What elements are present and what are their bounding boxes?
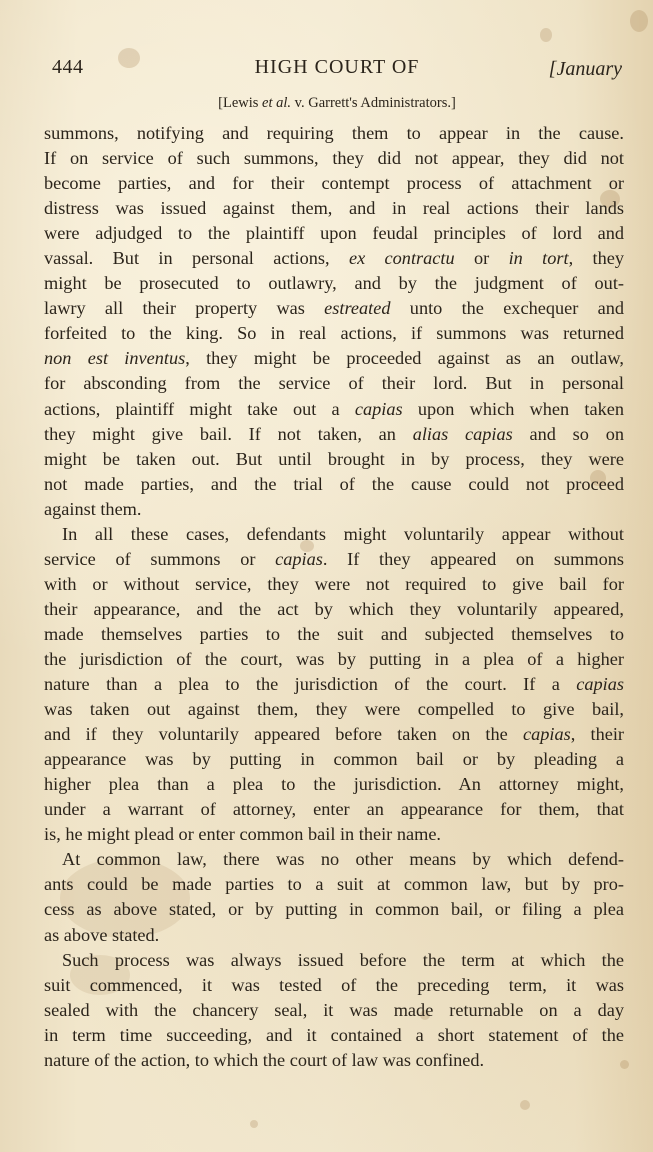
text-line: vassal. But in personal actions, ex contractu or in tort, they	[44, 248, 624, 269]
text-line: with or without service, they were not required to give bail for	[44, 573, 624, 594]
text-line: summons, notifying and requiring them to appear in the cause.	[44, 123, 624, 143]
text-line: were adjudged to the plaintiff upon feudal principles of lord and	[44, 223, 624, 244]
text-line: in term time succeeding, and it contained a short statement of the	[44, 1024, 624, 1045]
paragraph	[44, 948, 624, 1073]
text-line: they might give bail. If not taken, an alias capias and so on	[44, 423, 624, 444]
body-text	[44, 121, 624, 1073]
text-line: forfeited to the king. So in real actions, if summons was returned	[44, 323, 624, 344]
text-line: and if they voluntarily appeared before taken on the capias, their	[44, 724, 624, 745]
text-line: cess as above stated, or by putting in common bail, or filing a plea	[44, 899, 624, 920]
text-line: as above stated.	[44, 924, 160, 945]
foxing-spot	[540, 28, 552, 42]
paragraph	[44, 522, 624, 848]
text-line: lawry all their property was estreated unto the exchequer and	[44, 298, 624, 319]
page-header	[52, 52, 622, 86]
text-line: ants could be made parties to a suit at common law, but by pro-	[44, 874, 624, 895]
text-line: At common law, there was no other means by which defend-	[62, 849, 624, 870]
text-line: the jurisdiction of the court, was by putting in a plea of a higher	[44, 648, 624, 669]
text-line: nature than a plea to the jurisdiction of the court. If a capias	[44, 674, 624, 695]
text-line: In all these cases, defendants might voluntarily appear without	[62, 523, 624, 544]
foxing-spot	[250, 1120, 258, 1128]
text-line: distress was issued against them, and in real actions their lands	[44, 198, 624, 219]
text-line: become parties, and for their contempt process of attachment or	[44, 173, 624, 194]
text-line: actions, plaintiff might take out a capias upon which when taken	[44, 398, 624, 419]
case-caption: [Lewis et al. v. Garrett's Administrators.]	[218, 95, 456, 111]
paragraph	[44, 847, 624, 947]
text-line: appearance was by putting in common bail or by pleading a	[44, 749, 624, 770]
text-line: service of summons or capias. If they appeared on summons	[44, 548, 624, 569]
text-line: might be taken out. But until brought in by process, they were	[44, 448, 624, 469]
foxing-spot	[630, 10, 648, 32]
text-line: for absconding from the service of their lord. But in personal	[44, 373, 624, 394]
text-line: If on service of such summons, they did not appear, they did not	[44, 148, 624, 169]
text-line: non est inventus, they might be proceeded against as an outlaw,	[44, 348, 624, 369]
term-label: [January	[548, 58, 622, 80]
text-line: is, he might plead or enter common bail in their name.	[44, 824, 442, 845]
text-line: made themselves parties to the suit and subjected themselves to	[44, 623, 624, 644]
text-line: higher plea than a plea to the jurisdiction. An attorney might,	[44, 774, 624, 795]
running-head: HIGH COURT OF	[254, 56, 420, 78]
text-line: suit commenced, it was tested of the preceding term, it was	[44, 974, 624, 995]
page-number: 444	[52, 56, 84, 78]
paragraph	[44, 121, 624, 522]
text-line: under a warrant of attorney, enter an appearance for them, that	[44, 799, 624, 820]
text-line: nature of the action, to which the court of law was confined.	[44, 1049, 485, 1070]
text-line: was taken out against them, they were compelled to give bail,	[44, 699, 624, 720]
text-line: sealed with the chancery seal, it was made returnable on a day	[44, 999, 624, 1020]
text-line: might be prosecuted to outlawry, and by the judgment of out-	[44, 273, 624, 294]
text-line: not made parties, and the trial of the cause could not proceed	[44, 473, 624, 494]
foxing-spot	[520, 1100, 530, 1110]
text-line: their appearance, and the act by which they voluntarily appeared,	[44, 598, 624, 619]
text-line: against them.	[44, 498, 142, 519]
text-line: Such process was always issued before the term at which the	[62, 949, 624, 970]
